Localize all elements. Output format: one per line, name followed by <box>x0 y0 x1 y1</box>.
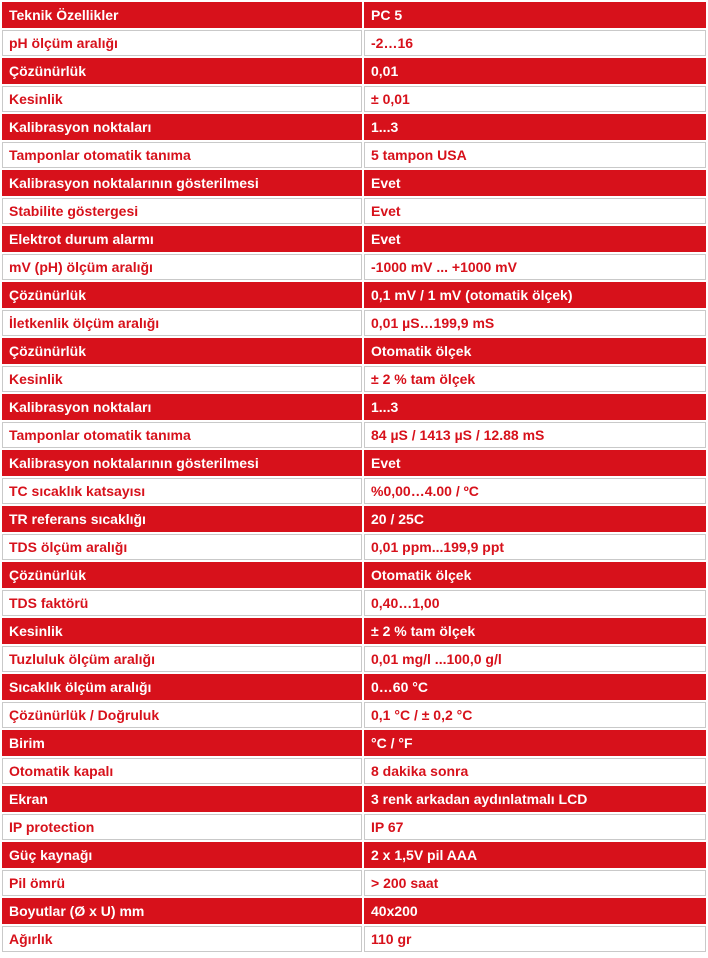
table-row <box>2 730 706 756</box>
spec-label-cell: Kesinlik <box>2 366 362 392</box>
table-row <box>2 198 706 224</box>
spec-label-cell: Tamponlar otomatik tanıma <box>2 142 362 168</box>
spec-label-cell: Sıcaklık ölçüm aralığı <box>2 674 362 700</box>
spec-value-cell: °C / °F <box>364 730 706 756</box>
table-row <box>2 58 706 84</box>
spec-value-cell: 84 µS / 1413 µS / 12.88 mS <box>364 422 706 448</box>
spec-label-cell: Tuzluluk ölçüm aralığı <box>2 646 362 672</box>
spec-label-cell: Kalibrasyon noktalarının gösterilmesi <box>2 450 362 476</box>
table-row <box>2 450 706 476</box>
spec-value-cell: 1...3 <box>364 114 706 140</box>
spec-label-cell: Boyutlar (Ø x U) mm <box>2 898 362 924</box>
table-row <box>2 786 706 812</box>
header-model-cell: PC 5 <box>364 2 706 28</box>
table-row <box>2 814 706 840</box>
spec-label-cell: Birim <box>2 730 362 756</box>
table-row <box>2 142 706 168</box>
table-row <box>2 422 706 448</box>
table-row <box>2 618 706 644</box>
table-row <box>2 394 706 420</box>
spec-value-cell: Evet <box>364 226 706 252</box>
spec-value-cell: 0,01 mg/l ...100,0 g/l <box>364 646 706 672</box>
table-row <box>2 758 706 784</box>
spec-value-cell: 0,01 <box>364 58 706 84</box>
spec-value-cell: Otomatik ölçek <box>364 338 706 364</box>
spec-label-cell: pH ölçüm aralığı <box>2 30 362 56</box>
spec-value-cell: 5 tampon USA <box>364 142 706 168</box>
spec-value-cell: 2 x 1,5V pil AAA <box>364 842 706 868</box>
table-row <box>2 842 706 868</box>
spec-label-cell: Çözünürlük <box>2 58 362 84</box>
spec-value-cell: ± 2 % tam ölçek <box>364 618 706 644</box>
spec-value-cell: -2…16 <box>364 30 706 56</box>
spec-value-cell: 0,40…1,00 <box>364 590 706 616</box>
table-row <box>2 226 706 252</box>
spec-label-cell: Çözünürlük / Doğruluk <box>2 702 362 728</box>
table-row <box>2 562 706 588</box>
table-row <box>2 870 706 896</box>
spec-value-cell: Otomatik ölçek <box>364 562 706 588</box>
table-row <box>2 254 706 280</box>
spec-label-cell: Ağırlık <box>2 926 362 952</box>
spec-value-cell: > 200 saat <box>364 870 706 896</box>
table-row <box>2 86 706 112</box>
spec-value-cell: IP 67 <box>364 814 706 840</box>
table-row <box>2 478 706 504</box>
spec-value-cell: -1000 mV ... +1000 mV <box>364 254 706 280</box>
table-header-row <box>2 2 706 28</box>
spec-label-cell: Pil ömrü <box>2 870 362 896</box>
spec-value-cell: Evet <box>364 450 706 476</box>
table-row <box>2 534 706 560</box>
spec-label-cell: Ekran <box>2 786 362 812</box>
spec-table-body <box>2 2 706 952</box>
spec-label-cell: Kesinlik <box>2 618 362 644</box>
spec-label-cell: Kalibrasyon noktaları <box>2 114 362 140</box>
spec-value-cell: 20 / 25C <box>364 506 706 532</box>
table-row <box>2 674 706 700</box>
spec-value-cell: 0,01 µS…199,9 mS <box>364 310 706 336</box>
spec-value-cell: 0,1 °C / ± 0,2 °C <box>364 702 706 728</box>
spec-value-cell: 0…60 °C <box>364 674 706 700</box>
spec-value-cell: 1...3 <box>364 394 706 420</box>
spec-label-cell: Tamponlar otomatik tanıma <box>2 422 362 448</box>
table-row <box>2 506 706 532</box>
spec-label-cell: Çözünürlük <box>2 562 362 588</box>
table-row <box>2 590 706 616</box>
spec-value-cell: 110 gr <box>364 926 706 952</box>
spec-label-cell: TR referans sıcaklığı <box>2 506 362 532</box>
spec-value-cell: Evet <box>364 198 706 224</box>
spec-label-cell: Elektrot durum alarmı <box>2 226 362 252</box>
spec-value-cell: 40x200 <box>364 898 706 924</box>
spec-value-cell: 3 renk arkadan aydınlatmalı LCD <box>364 786 706 812</box>
spec-value-cell: 0,1 mV / 1 mV (otomatik ölçek) <box>364 282 706 308</box>
header-label-cell: Teknik Özellikler <box>2 2 362 28</box>
spec-value-cell: 0,01 ppm...199,9 ppt <box>364 534 706 560</box>
spec-label-cell: mV (pH) ölçüm aralığı <box>2 254 362 280</box>
table-row <box>2 926 706 952</box>
table-row <box>2 646 706 672</box>
table-row <box>2 282 706 308</box>
spec-label-cell: Çözünürlük <box>2 282 362 308</box>
spec-value-cell: ± 0,01 <box>364 86 706 112</box>
table-row <box>2 310 706 336</box>
table-row <box>2 170 706 196</box>
spec-label-cell: Stabilite göstergesi <box>2 198 362 224</box>
spec-label-cell: Kesinlik <box>2 86 362 112</box>
table-row <box>2 702 706 728</box>
spec-label-cell: Otomatik kapalı <box>2 758 362 784</box>
spec-label-cell: TC sıcaklık katsayısı <box>2 478 362 504</box>
spec-value-cell: Evet <box>364 170 706 196</box>
spec-value-cell: %0,00…4.00 / ºC <box>364 478 706 504</box>
spec-value-cell: ± 2 % tam ölçek <box>364 366 706 392</box>
spec-label-cell: İletkenlik ölçüm aralığı <box>2 310 362 336</box>
table-row <box>2 30 706 56</box>
table-row <box>2 338 706 364</box>
table-row <box>2 366 706 392</box>
spec-label-cell: Güç kaynağı <box>2 842 362 868</box>
spec-label-cell: IP protection <box>2 814 362 840</box>
spec-label-cell: Kalibrasyon noktaları <box>2 394 362 420</box>
spec-label-cell: Kalibrasyon noktalarının gösterilmesi <box>2 170 362 196</box>
table-row <box>2 114 706 140</box>
spec-value-cell: 8 dakika sonra <box>364 758 706 784</box>
spec-label-cell: Çözünürlük <box>2 338 362 364</box>
table-row <box>2 898 706 924</box>
spec-label-cell: TDS faktörü <box>2 590 362 616</box>
spec-label-cell: TDS ölçüm aralığı <box>2 534 362 560</box>
